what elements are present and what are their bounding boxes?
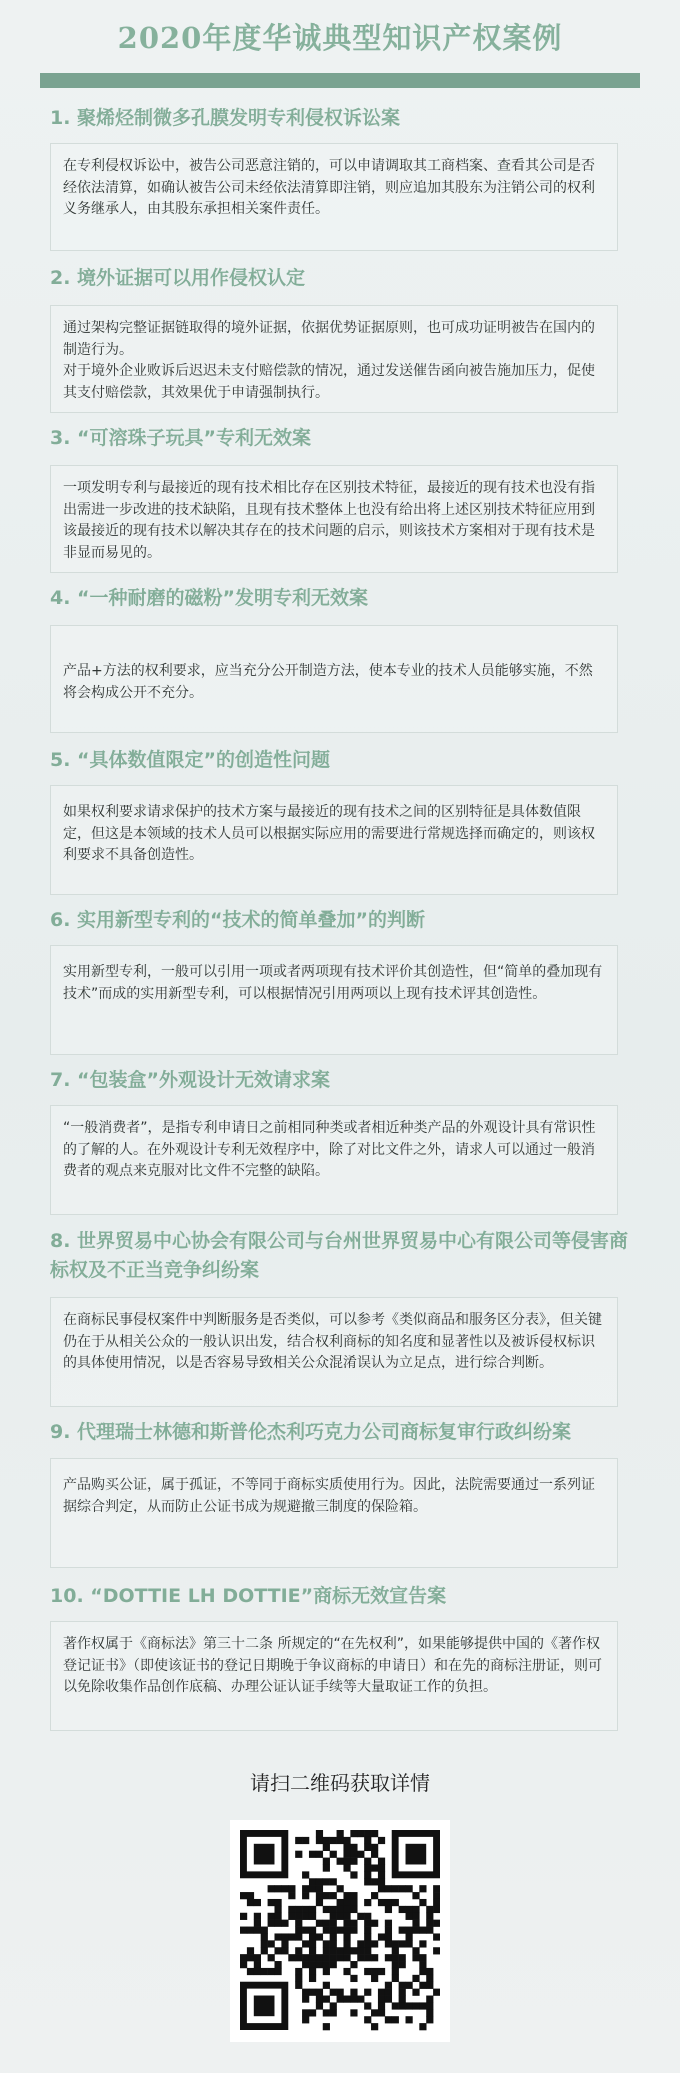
case-8-box bbox=[50, 1297, 618, 1407]
case-8-text: 在商标民事侵权案件中判断服务是否类似，可以参考《类似商品和服务区分表》，但关键仍在于从相关公众的一般认识出发，结合权利商标的知名度和显著性以及被诉侵权标识的具体使用情况，以是否容易导致相关公众混淆误认为立足点，进行综合判断。 bbox=[63, 1312, 602, 1371]
case-10-box bbox=[50, 1621, 618, 1731]
case-6-box bbox=[50, 945, 618, 1055]
case-7-title: 7. “包装盒”外观设计无效请求案 bbox=[50, 1069, 331, 1091]
case-1-box bbox=[50, 143, 618, 251]
case-10-title: 10. “DOTTIE LH DOTTIE”商标无效宣告案 bbox=[50, 1585, 447, 1607]
case-5-text: 如果权利要求请求保护的技术方案与最接近的现有技术之间的区别特征是具体数值限定，但这是本领域的技术人员可以根据实际应用的需要进行常规选择而确定的，则该权利要求不具备创造性。 bbox=[63, 804, 595, 863]
case-9-title: 9. 代理瑞士林德和斯普伦杰利巧克力公司商标复审行政纠纷案 bbox=[50, 1421, 572, 1443]
case-7-text: “一般消费者”，是指专利申请日之前相同种类或者相近种类产品的外观设计具有常识性的了解的人。在外观设计专利无效程序中，除了对比文件之外，请求人可以通过一般消费者的观点来克服对比文件不完整的缺陷。 bbox=[63, 1120, 596, 1179]
case-1-title: 1. 聚烯烃制微多孔膜发明专利侵权诉讼案 bbox=[50, 107, 401, 129]
qr-code-image bbox=[240, 1830, 440, 2032]
case-4-text: 产品+方法的权利要求，应当充分公开制造方法，使本专业的技术人员能够实施，不然将会构成公开不充分。 bbox=[63, 663, 593, 701]
case-7-box bbox=[50, 1105, 618, 1215]
case-4-box bbox=[50, 625, 618, 733]
case-8-title: 8. 世界贸易中心协会有限公司与台州世界贸易中心有限公司等侵害商标权及不正当竞争纠纷案 bbox=[50, 1230, 629, 1281]
case-2-box bbox=[50, 305, 618, 413]
case-1-text: 在专利侵权诉讼中，被告公司恶意注销的，可以申请调取其工商档案、查看其公司是否经依法清算，如确认被告公司未经依法清算即注销，则应追加其股东为注销公司的权利义务继承人，由其股东承担相关案件责任。 bbox=[63, 158, 595, 217]
case-2-text-1: 通过架构完整证据链取得的境外证据，依据优势证据原则，也可成功证明被告在国内的制造行为。 bbox=[63, 320, 595, 358]
case-3-box bbox=[50, 465, 618, 573]
qr-code bbox=[230, 1820, 450, 2042]
case-3-text: 一项发明专利与最接近的现有技术相比存在区别技术特征，最接近的现有技术也没有指出需进一步改进的技术缺陷，且现有技术整体上也没有给出将上述区别技术特征应用到该最接近的现有技术以解决其存在的技术问题的启示，则该技术方案相对于现有技术是非显而易见的。 bbox=[63, 480, 595, 561]
qr-caption: 请扫二维码获取详情 bbox=[250, 1771, 430, 1795]
case-5-title: 5. “具体数值限定”的创造性问题 bbox=[50, 749, 331, 771]
case-4-title: 4. “一种耐磨的磁粉”发明专利无效案 bbox=[50, 587, 369, 609]
case-3-title: 3. “可溶珠子玩具”专利无效案 bbox=[50, 427, 312, 449]
case-5-box bbox=[50, 785, 618, 895]
case-6-title: 6. 实用新型专利的“技术的简单叠加”的判断 bbox=[50, 909, 426, 931]
page-title: 2020年度华诚典型知识产权案例 bbox=[117, 21, 563, 55]
case-9-box bbox=[50, 1458, 618, 1568]
case-2-title: 2. 境外证据可以用作侵权认定 bbox=[50, 267, 306, 289]
case-10-text: 著作权属于《商标法》第三十二条 所规定的“在先权利”，如果能够提供中国的《著作权登记证书》（即使该证书的登记日期晚于争议商标的申请日）和在先的商标注册证，则可以免除收集作品创作底稿、办理公证认证手续等大量取证工作的负担。 bbox=[63, 1636, 602, 1695]
title-underline-bar bbox=[40, 73, 640, 88]
case-9-text: 产品购买公证，属于孤证，不等同于商标实质使用行为。因此，法院需要通过一系列证据综合判定，从而防止公证书成为规避撤三制度的保险箱。 bbox=[63, 1477, 595, 1515]
case-2-text-2: 对于境外企业败诉后迟迟未支付赔偿款的情况，通过发送催告函向被告施加压力，促使其支付赔偿款，其效果优于申请强制执行。 bbox=[63, 363, 595, 401]
case-6-text: 实用新型专利，一般可以引用一项或者两项现有技术评价其创造性，但“简单的叠加现有技术”而成的实用新型专利，可以根据情况引用两项以上现有技术评其创造性。 bbox=[63, 964, 603, 1002]
